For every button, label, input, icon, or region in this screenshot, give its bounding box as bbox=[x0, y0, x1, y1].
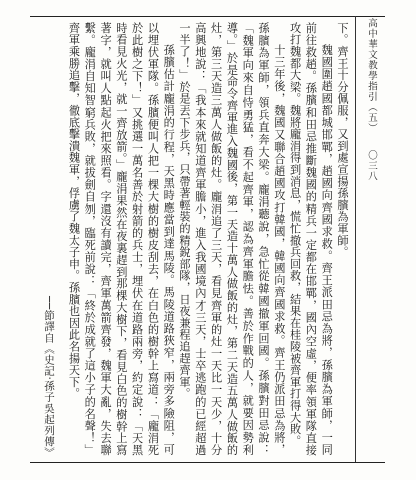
running-head: 高中華文教學指引（五） bbox=[366, 18, 377, 134]
page-number: 〇三八 bbox=[366, 150, 377, 182]
bottom-frame-line bbox=[30, 462, 385, 463]
margin-rule bbox=[355, 16, 356, 462]
paragraph: 魏國圍趙國都城邯鄲，趙國向齊國求救。齊王派田忌為將，孫臏為軍師，一同前往救趙。孫臏和田忌推斷魏國的精兵一定都在邯鄲，國內空虛，便率領軍隊直接攻打魏都大梁。魏將龐涓得到消息，慌忙撤兵回救，結果在桂陵被齊軍打得大敗。 bbox=[288, 22, 334, 456]
top-frame-line bbox=[30, 16, 385, 17]
source-attribution: ──節譯自《史記‧孫子吳起列傳》 bbox=[43, 296, 55, 459]
paragraph: 下。齊王十分佩服，又到處宣揚孫臏為軍師。 bbox=[336, 22, 349, 258]
body-text bbox=[40, 22, 350, 459]
paragraph: 十三年後，魏國又聯合趙國攻打韓國，韓國向齊國求救。齊王仍派田忌為將，孫臏為軍師，領兵直奔大梁。龐涓聽說，急忙從韓國撤軍回國。孫臏對田忌說：「魏軍向來自恃勇猛，看不起齊軍，認為齊軍膽怯。善於作戰的人，就要因勢利導。」於是命令齊軍進入魏國後，第一天造十萬人做飯的灶，第二天造五萬人做飯的灶，第三天造三萬人做飯的灶。龐涓追了三天，看見齊軍的灶一天比一天少，十分高興地說：「我本來就知道齊軍膽小，進入我國境內才三天，士卒逃跑的已經超過一半了！」於是丟下步兵，只帶著輕裝的精銳部隊，日夜兼程追趕齊軍。 bbox=[178, 22, 286, 456]
paragraph: 孫臏估計龐涓的行程，天黑時應當到達馬陵。馬陵道路狹窄，兩旁多險阻，可以埋伏軍隊。孫臏便叫人把一棵大樹的樹皮刮去，在白色的樹幹上寫道：「龐涓死於此樹之下！」又挑選一萬名善於射箭的兵士，埋伏在道路兩旁，約定說：「天黑時看見火光，就一齊放箭。」龐涓果然在夜裏趕到那棵大樹下，看見白色的樹幹上寫著字，就叫人點起火把來照看。字還沒有讀完，齊軍萬箭齊發，魏軍大亂，失去聯繫。龐涓自知智窮兵敗，就拔劍自刎，臨死前說：「終於成就了這小子的名聲！」齊軍乘勝追擊，徹底擊潰魏軍，俘虜了魏太子申。孫臏也因此名揚天下。 bbox=[67, 22, 176, 456]
